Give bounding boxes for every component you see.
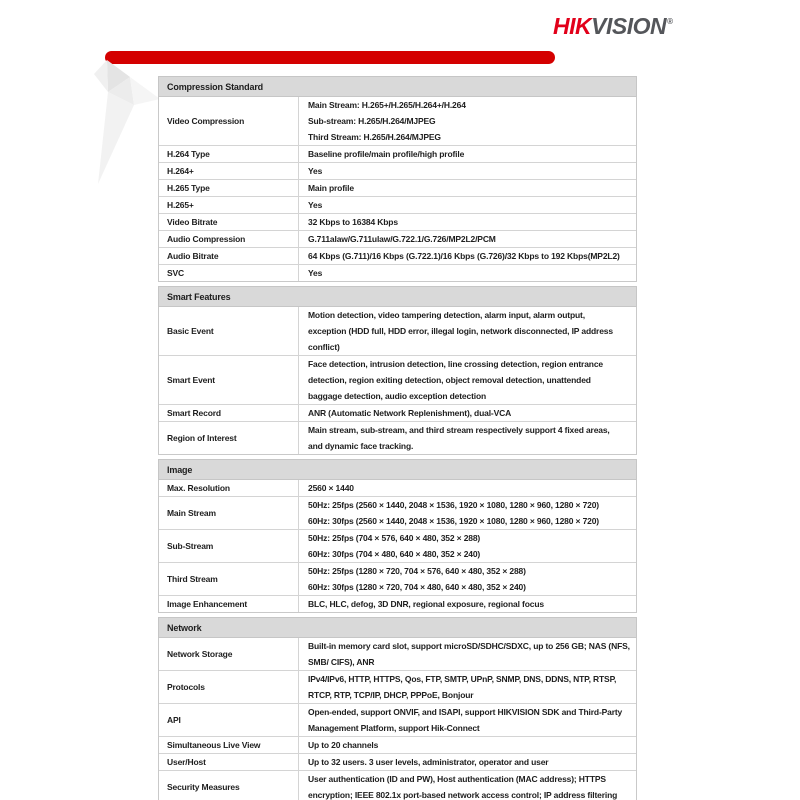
spec-value xyxy=(299,596,636,612)
spec-row xyxy=(159,145,636,162)
spec-value-line: 50Hz: 25fps (1280 × 720, 704 × 576, 640 × 480, 352 × 288) xyxy=(308,566,526,576)
section-header: Image xyxy=(158,459,637,480)
spec-value xyxy=(299,214,636,230)
spec-value-line: Up to 32 users. 3 user levels, administrator, operator and user xyxy=(308,757,549,767)
spec-label: Simultaneous Live View xyxy=(159,737,299,753)
spec-value-line: Built-in memory card slot, support microSD/SDHC/SDXC, up to 256 GB; NAS (NFS, xyxy=(308,641,630,651)
section-rows xyxy=(158,97,637,282)
spec-value-line: BLC, HLC, defog, 3D DNR, regional exposure, regional focus xyxy=(308,599,544,609)
logo-vision-text: VISION xyxy=(591,13,667,39)
spec-row xyxy=(159,307,636,355)
spec-value-line: Management Platform, support Hik-Connect xyxy=(308,723,480,733)
spec-label: Audio Compression xyxy=(159,231,299,247)
spec-label: Smart Record xyxy=(159,405,299,421)
spec-row xyxy=(159,703,636,736)
section-rows xyxy=(158,307,637,455)
spec-value xyxy=(299,530,636,562)
spec-value xyxy=(299,231,636,247)
spec-value-line: Motion detection, video tampering detection, alarm input, alarm output, xyxy=(308,310,585,320)
spec-value-line: conflict) xyxy=(308,342,340,352)
spec-row xyxy=(159,179,636,196)
spec-value xyxy=(299,737,636,753)
spec-row xyxy=(159,97,636,145)
spec-label: Video Compression xyxy=(159,97,299,145)
spec-value-line: 50Hz: 25fps (2560 × 1440, 2048 × 1536, 1920 × 1080, 1280 × 960, 1280 × 720) xyxy=(308,500,599,510)
spec-value xyxy=(299,197,636,213)
spec-row xyxy=(159,355,636,404)
spec-label: Region of Interest xyxy=(159,422,299,454)
spec-value-line: detection, region exiting detection, object removal detection, unattended xyxy=(308,375,591,385)
spec-value-line: 60Hz: 30fps (2560 × 1440, 2048 × 1536, 1920 × 1080, 1280 × 960, 1280 × 720) xyxy=(308,516,599,526)
spec-value-line: and dynamic face tracking. xyxy=(308,441,414,451)
spec-value xyxy=(299,307,636,355)
spec-value-line: exception (HDD full, HDD error, illegal login, network disconnected, IP address xyxy=(308,326,613,336)
spec-value-line: Yes xyxy=(308,166,323,176)
spec-value-line: Third Stream: H.265/H.264/MJPEG xyxy=(308,132,441,142)
spec-label: Smart Event xyxy=(159,356,299,404)
section-header: Compression Standard xyxy=(158,76,637,97)
spec-label: Protocols xyxy=(159,671,299,703)
spec-label: Sub-Stream xyxy=(159,530,299,562)
spec-label: Max. Resolution xyxy=(159,480,299,496)
spec-value-line: SMB/ CIFS), ANR xyxy=(308,657,375,667)
spec-table xyxy=(158,76,637,800)
spec-value-line: 2560 × 1440 xyxy=(308,483,354,493)
spec-row xyxy=(159,213,636,230)
spec-row xyxy=(159,753,636,770)
spec-row xyxy=(159,529,636,562)
spec-value-line: Open-ended, support ONVIF, and ISAPI, support HIKVISION SDK and Third-Party xyxy=(308,707,623,717)
spec-label: Main Stream xyxy=(159,497,299,529)
spec-value-line: RTCP, RTP, TCP/IP, DHCP, PPPoE, Bonjour xyxy=(308,690,474,700)
spec-label: Third Stream xyxy=(159,563,299,595)
spec-value-line: 60Hz: 30fps (704 × 480, 640 × 480, 352 × 240) xyxy=(308,549,481,559)
spec-value xyxy=(299,356,636,404)
spec-value-line: Up to 20 channels xyxy=(308,740,379,750)
spec-value-line: Baseline profile/main profile/high profile xyxy=(308,149,465,159)
spec-value-line: Yes xyxy=(308,200,323,210)
spec-label: H.265+ xyxy=(159,197,299,213)
spec-row xyxy=(159,247,636,264)
spec-label: Audio Bitrate xyxy=(159,248,299,264)
spec-value xyxy=(299,480,636,496)
spec-label: Image Enhancement xyxy=(159,596,299,612)
spec-row xyxy=(159,638,636,670)
spec-value-line: encryption; IEEE 802.1x port-based network access control; IP address filtering xyxy=(308,790,618,800)
spec-value xyxy=(299,704,636,736)
spec-row xyxy=(159,770,636,800)
spec-value-line: Yes xyxy=(308,268,323,278)
spec-row xyxy=(159,196,636,213)
spec-label: Security Measures xyxy=(159,771,299,800)
spec-row xyxy=(159,562,636,595)
spec-value xyxy=(299,671,636,703)
spec-value xyxy=(299,163,636,179)
spec-label: SVC xyxy=(159,265,299,281)
spec-row xyxy=(159,230,636,247)
spec-value-line: baggage detection, audio exception detection xyxy=(308,391,487,401)
spec-value-line: Main Stream: H.265+/H.265/H.264+/H.264 xyxy=(308,100,466,110)
spec-value xyxy=(299,248,636,264)
section-rows xyxy=(158,638,637,800)
spec-value-line: 64 Kbps (G.711)/16 Kbps (G.722.1)/16 Kbps (G.726)/32 Kbps to 192 Kbps(MP2L2) xyxy=(308,251,620,261)
spec-value xyxy=(299,497,636,529)
spec-row xyxy=(159,496,636,529)
spec-value-line: Face detection, intrusion detection, line crossing detection, region entrance xyxy=(308,359,603,369)
spec-row xyxy=(159,162,636,179)
spec-value xyxy=(299,638,636,670)
spec-value-line: Main stream, sub-stream, and third stream respectively support 4 fixed areas, xyxy=(308,425,610,435)
spec-label: H.265 Type xyxy=(159,180,299,196)
spec-label: H.264 Type xyxy=(159,146,299,162)
spec-row xyxy=(159,421,636,454)
spec-value xyxy=(299,97,636,145)
spec-row xyxy=(159,595,636,612)
spec-label: Basic Event xyxy=(159,307,299,355)
spec-value-line: 60Hz: 30fps (1280 × 720, 704 × 480, 640 × 480, 352 × 240) xyxy=(308,582,526,592)
logo-hik-text: HIK xyxy=(553,13,592,39)
spec-label: Video Bitrate xyxy=(159,214,299,230)
section-header: Smart Features xyxy=(158,286,637,307)
spec-row xyxy=(159,480,636,496)
spec-value xyxy=(299,146,636,162)
spec-value-line: ANR (Automatic Network Replenishment), dual-VCA xyxy=(308,408,512,418)
spec-row xyxy=(159,670,636,703)
spec-row xyxy=(159,264,636,281)
spec-value-line: G.711alaw/G.711ulaw/G.722.1/G.726/MP2L2/PCM xyxy=(308,234,496,244)
spec-value xyxy=(299,771,636,800)
spec-label: H.264+ xyxy=(159,163,299,179)
hikvision-logo xyxy=(553,13,672,40)
spec-value xyxy=(299,754,636,770)
spec-label: User/Host xyxy=(159,754,299,770)
spec-value xyxy=(299,563,636,595)
spec-value-line: 50Hz: 25fps (704 × 576, 640 × 480, 352 × 288) xyxy=(308,533,481,543)
spec-value-line: IPv4/IPv6, HTTP, HTTPS, Qos, FTP, SMTP, UPnP, SNMP, DNS, DDNS, NTP, RTSP, xyxy=(308,674,617,684)
spec-value-line: Main profile xyxy=(308,183,354,193)
spec-value-line: Sub-stream: H.265/H.264/MJPEG xyxy=(308,116,436,126)
section-rows xyxy=(158,480,637,613)
spec-label: Network Storage xyxy=(159,638,299,670)
spec-row xyxy=(159,736,636,753)
spec-row xyxy=(159,404,636,421)
spec-value xyxy=(299,405,636,421)
spec-value xyxy=(299,422,636,454)
spec-value xyxy=(299,180,636,196)
spec-value xyxy=(299,265,636,281)
spec-value-line: User authentication (ID and PW), Host authentication (MAC address); HTTPS xyxy=(308,774,606,784)
spec-value-line: 32 Kbps to 16384 Kbps xyxy=(308,217,398,227)
registered-trademark-icon: ® xyxy=(667,17,673,26)
section-header: Network xyxy=(158,617,637,638)
spec-label: API xyxy=(159,704,299,736)
